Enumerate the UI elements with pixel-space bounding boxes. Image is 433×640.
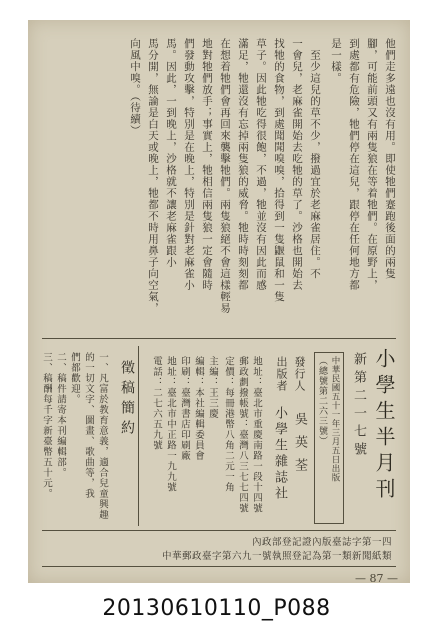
masthead-serial: （總號第二六三號）: [317, 356, 327, 446]
story-line-15: 向風中嗅。（待續）: [129, 38, 141, 137]
imprint-line-8: 電話：二七六五九號: [151, 356, 162, 451]
solicit-item-1b: 的一切文字、圖畫、歌曲等，我: [83, 352, 94, 499]
story-line-11: 地對牠們放手；事實上，牠相信兩隻狼一定會隨時: [201, 38, 213, 291]
masthead-date: 中華民國五十一年三月五日出版: [330, 356, 340, 482]
imprint-line-4: 主編：王三慶: [207, 356, 218, 419]
story-line-8: 草子。因此牠吃得很飽，不過，牠並沒有因此而感: [255, 38, 267, 291]
story-line-13: 馬。因此，一到晚上，沙格就不讓老麻雀跟小: [165, 38, 177, 268]
story-line-9: 滿足，牠還沒有忘掉兩隻狼的威脅。牠時時刻刻都: [237, 38, 249, 291]
story-line-4: 是一樣。: [330, 38, 342, 84]
story-line-7: 找牠的食物，到處聞聞嗅嗅，拾得到一隻鼴鼠和一隻: [273, 38, 285, 303]
magazine-page: [28, 20, 410, 583]
solicit-item-3: 三、稿酬每千字新臺幣五十元。: [41, 352, 52, 499]
publisher-label: 出版者: [275, 356, 288, 392]
issuer-label: 發行人: [293, 356, 306, 392]
story-line-5: 至少這兒的草不少，撥過宜於老麻雀居住。不: [309, 38, 321, 280]
page-number: — 87 —: [355, 572, 398, 585]
masthead-title: 小學生半月刊: [372, 348, 396, 504]
solicit-item-2: 二、稿件請寄本刊編輯部。: [55, 352, 66, 478]
solicit-item-1c: 們都歡迎。: [69, 352, 80, 405]
story-line-1: 他們走多遠也沒有用。即使牠們蹇跑後面的兩隻: [384, 38, 396, 280]
solicit-title: 徵稿簡約: [119, 360, 135, 440]
story-line-2: 腳，可能前頭又有兩隻狼在等着牠們。在原野上，: [366, 38, 378, 291]
story-line-14: 馬分開，無論是白天或晚上，牠都不時用鼻子向空氣，: [147, 38, 159, 314]
story-line-6: 一會兒，老麻雀開始去吃牠的草了。沙格也開始去: [291, 38, 303, 291]
story-line-10: 在想着牠們會再回來襲擊牠們。兩隻狼絕不會這樣輕易: [219, 38, 231, 314]
solicit-divider: [138, 346, 139, 526]
story-line-3: 到處都有危險，牠們停在這兒，跟停在任何地方都: [348, 38, 360, 291]
publisher-name: 小學生雜誌社: [272, 406, 287, 502]
archive-caption: 20130610110_P088: [102, 596, 331, 621]
imprint-line-3: 定價：每冊港幣八角二元一角: [223, 356, 234, 493]
registration-line-2: 中華郵政臺字第六九一號執照登記為第一類新聞紙類: [161, 551, 392, 562]
solicit-item-1: 一、凡富於教育意義，適合兒童興趣: [97, 352, 108, 520]
imprint-line-1: 地址：臺北市重慶南路一段十四號: [251, 356, 262, 514]
imprint-line-6: 印刷：臺灣書店印刷廠: [179, 356, 190, 461]
registration-line-1: 內政部登記證內版臺誌字第一四: [251, 537, 392, 548]
issuer-name: 吳英荃: [292, 412, 307, 481]
story-line-12: 們發動攻擊，特別是在晚上，特別是針對老麻雀小: [183, 38, 195, 291]
imprint-line-5: 編輯：本社編輯委員會: [193, 356, 204, 461]
footer-rule-bottom: [42, 566, 396, 567]
masthead-issue: 新第二一七號: [351, 352, 366, 460]
section-divider: [42, 338, 396, 339]
imprint-line-7: 地址：臺北市中正路一九九號: [165, 356, 176, 493]
footer-rule: [42, 530, 396, 531]
imprint-line-2: 郵政劃撥帳號：臺灣八三七七四號: [237, 356, 248, 514]
